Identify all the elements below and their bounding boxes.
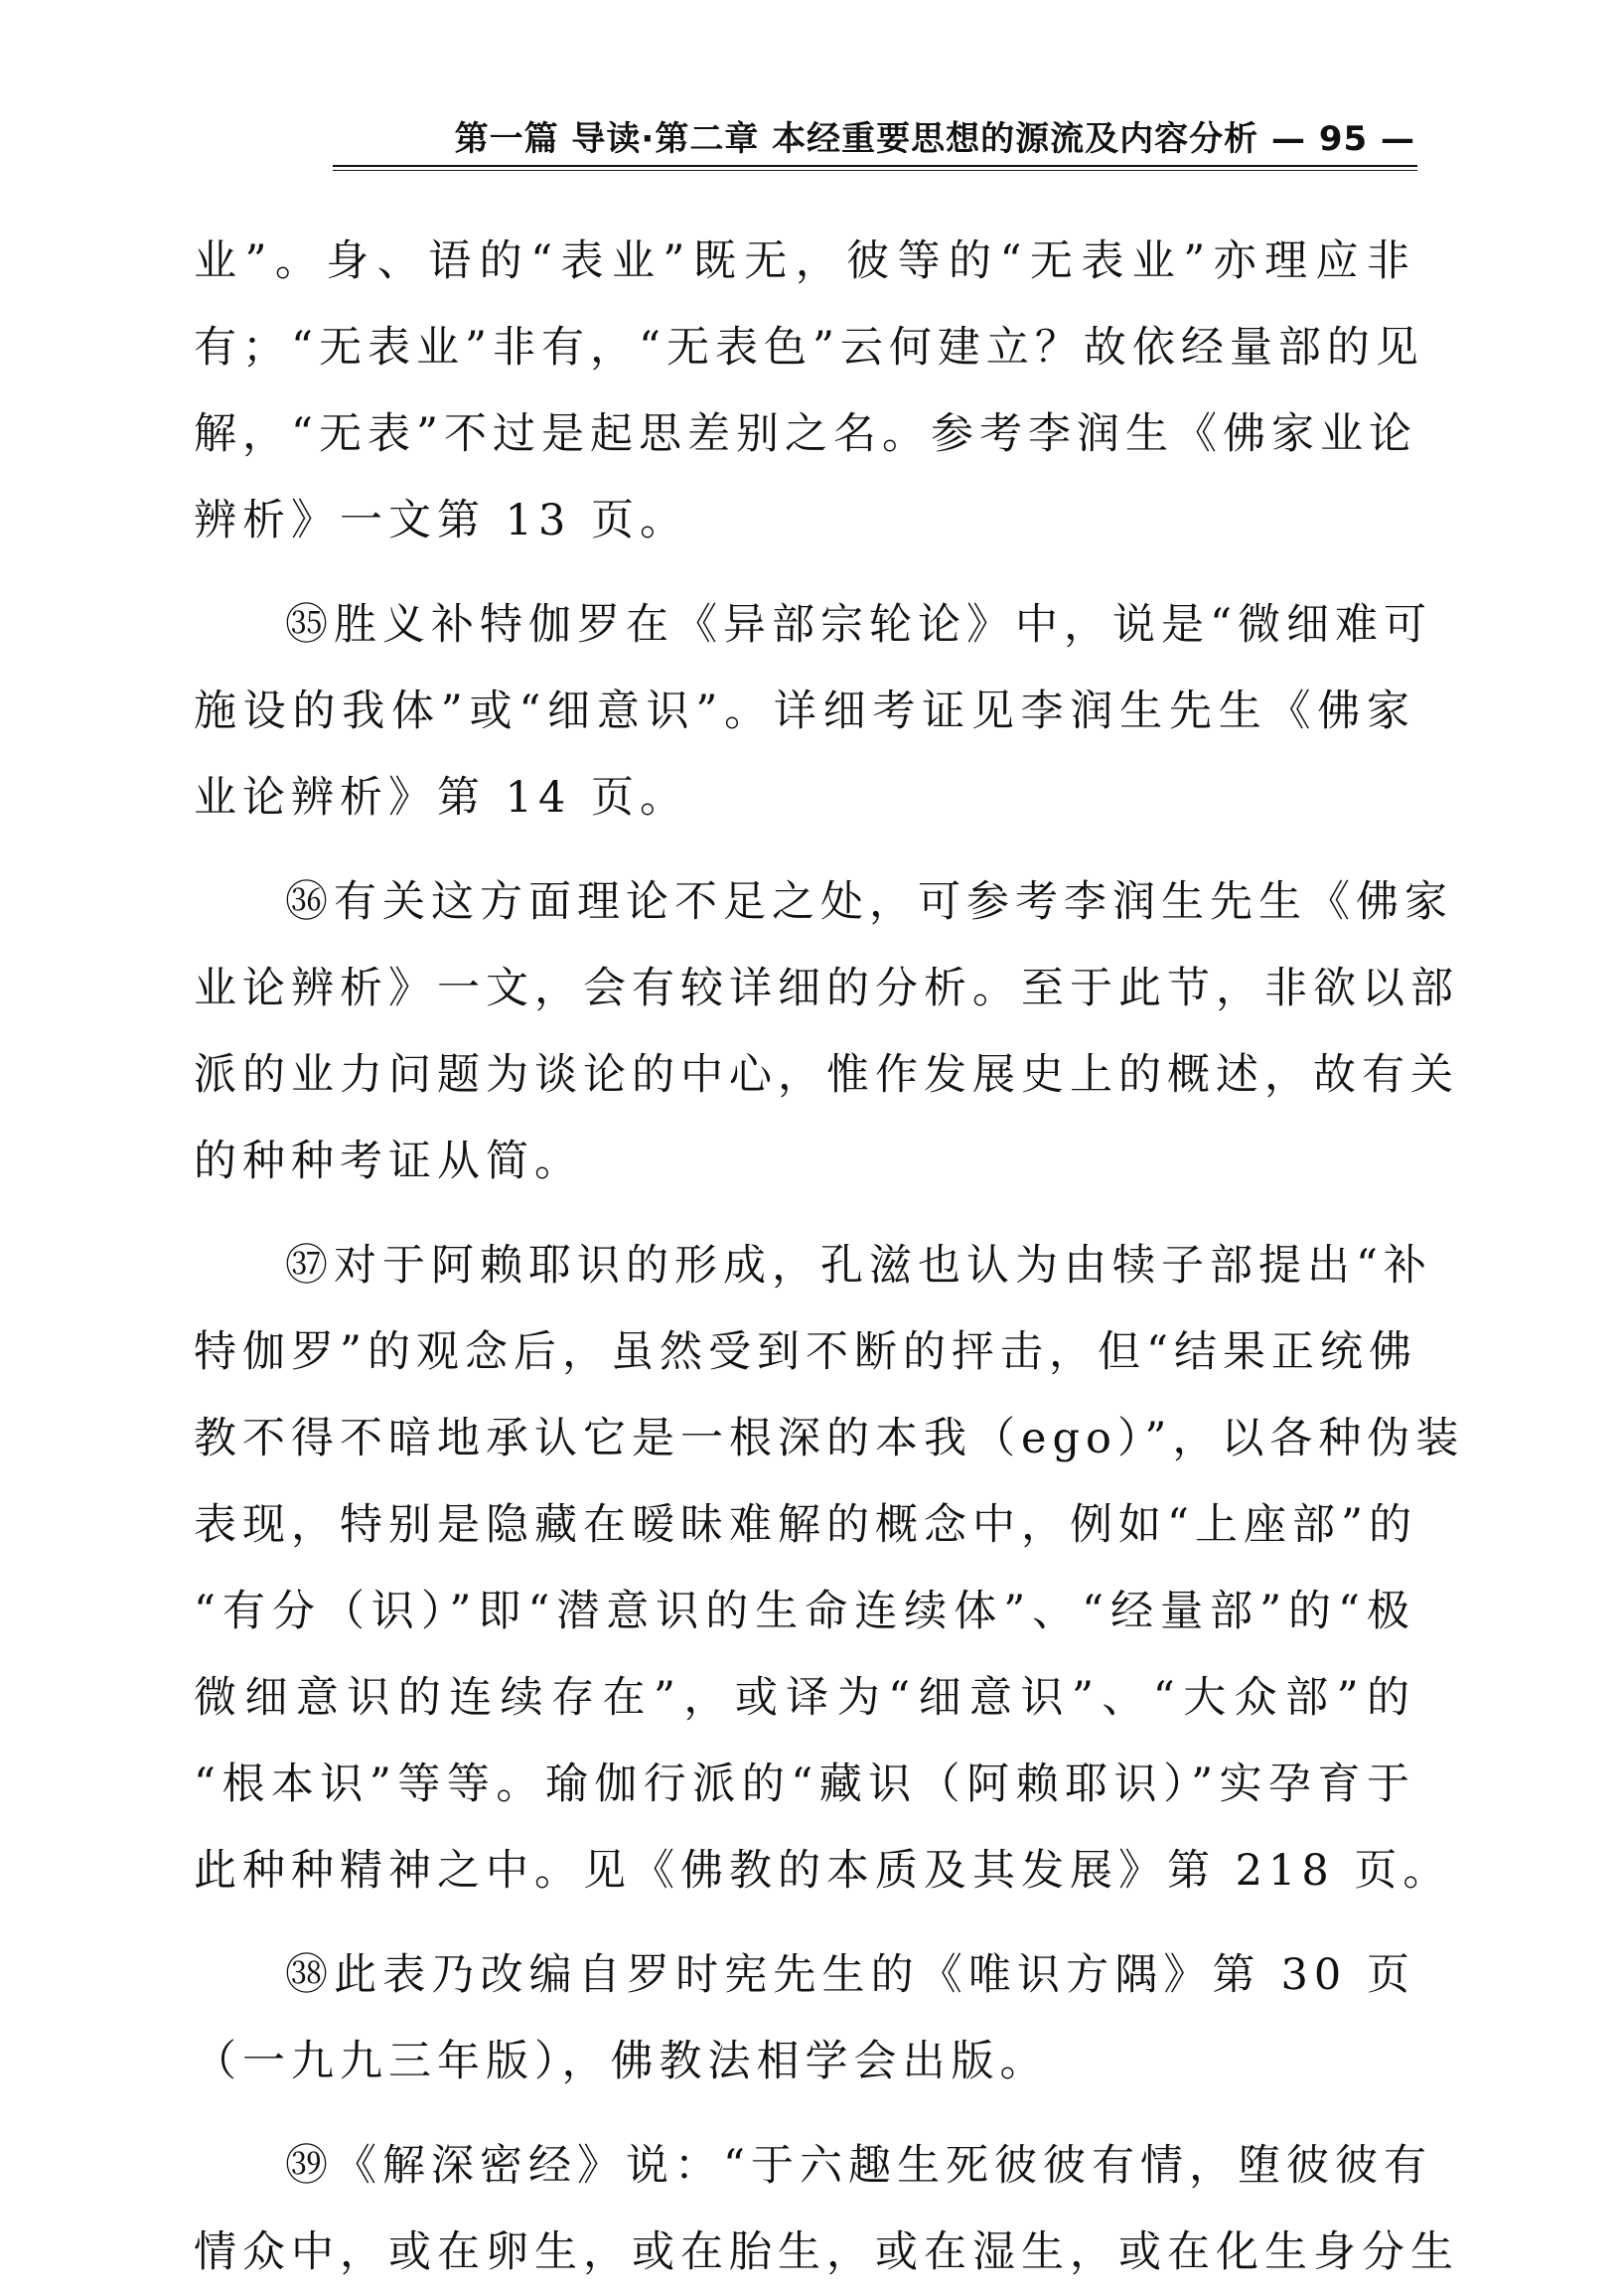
note-38 bbox=[194, 1932, 1415, 2105]
header-rule-thin bbox=[333, 170, 1417, 171]
text-line: “有分（识）”即“潜意识的生命连续体”、“经量部”的“极 bbox=[194, 1587, 1415, 1636]
text-line: 微细意识的连续存在”，或译为“细意识”、“大众部”的 bbox=[194, 1673, 1415, 1723]
text-line: 派的业力问题为谈论的中心，惟作发展史上的概述，故有关 bbox=[194, 1050, 1459, 1100]
body-text bbox=[194, 219, 1465, 2296]
text-line: 的种种考证从简。 bbox=[194, 1137, 583, 1186]
text-line: ㊳此表乃改编自罗时宪先生的《唯识方隅》第 30 页 bbox=[285, 1950, 1415, 2000]
text-line: ㊲对于阿赖耶识的形成，孔滋也认为由犊子部提出“补 bbox=[285, 1241, 1432, 1291]
text-line: 业”。身、语的“表业”既无，彼等的“无表业”亦理应非 bbox=[194, 236, 1415, 286]
note-35 bbox=[194, 582, 1432, 842]
text-line: ㊱有关这方面理论不足之处，可参考李润生先生《佛家 bbox=[285, 877, 1453, 927]
paragraph-continued bbox=[194, 219, 1424, 564]
text-line: 此种种精神之中。见《佛教的本质及其发展》第 218 页。 bbox=[194, 1846, 1452, 1896]
text-line: 表现，特别是隐藏在暧昧难解的概念中，例如“上座部”的 bbox=[194, 1500, 1417, 1550]
text-line: 情众中，或在卵生，或在胎生，或在湿生，或在化生身分生 bbox=[194, 2227, 1459, 2277]
text-line: 有；“无表业”非有，“无表色”云何建立？故依经量部的见 bbox=[194, 323, 1424, 373]
note-36 bbox=[194, 859, 1459, 1205]
text-line: 特伽罗”的观念后，虽然受到不断的抨击，但“结果正统佛 bbox=[194, 1327, 1417, 1377]
text-line: ㊴《解深密经》说：“于六趣生死彼彼有情，堕彼彼有 bbox=[285, 2141, 1432, 2191]
text-line: 施设的我体”或“细意识”。详细考证见李润生先生《佛家 bbox=[194, 687, 1415, 736]
text-line: 业论辨析》第 14 页。 bbox=[194, 773, 689, 823]
running-header: 第一篇 导读·第二章 本经重要思想的源流及内容分析 — 95 — bbox=[454, 119, 1415, 159]
text-line: （一九九三年版），佛教法相学会出版。 bbox=[194, 2037, 1049, 2086]
text-line: 教不得不暗地承认它是一根深的本我（ego）”，以各种伪装 bbox=[194, 1414, 1465, 1463]
header-rule bbox=[333, 165, 1417, 167]
note-37 bbox=[194, 1223, 1465, 1914]
note-39 bbox=[194, 2123, 1459, 2296]
text-line: 业论辨析》一文，会有较详细的分析。至于此节，非欲以部 bbox=[194, 964, 1459, 1013]
text-line: “根本识”等等。瑜伽行派的“藏识（阿赖耶识）”实孕育于 bbox=[194, 1760, 1415, 1809]
text-line: ㉟胜义补特伽罗在《异部宗轮论》中，说是“微细难可 bbox=[285, 600, 1432, 650]
text-line: 解，“无表”不过是起思差别之名。参考李润生《佛家业论 bbox=[194, 409, 1417, 459]
text-line: 辨析》一文第 13 页。 bbox=[194, 496, 689, 545]
